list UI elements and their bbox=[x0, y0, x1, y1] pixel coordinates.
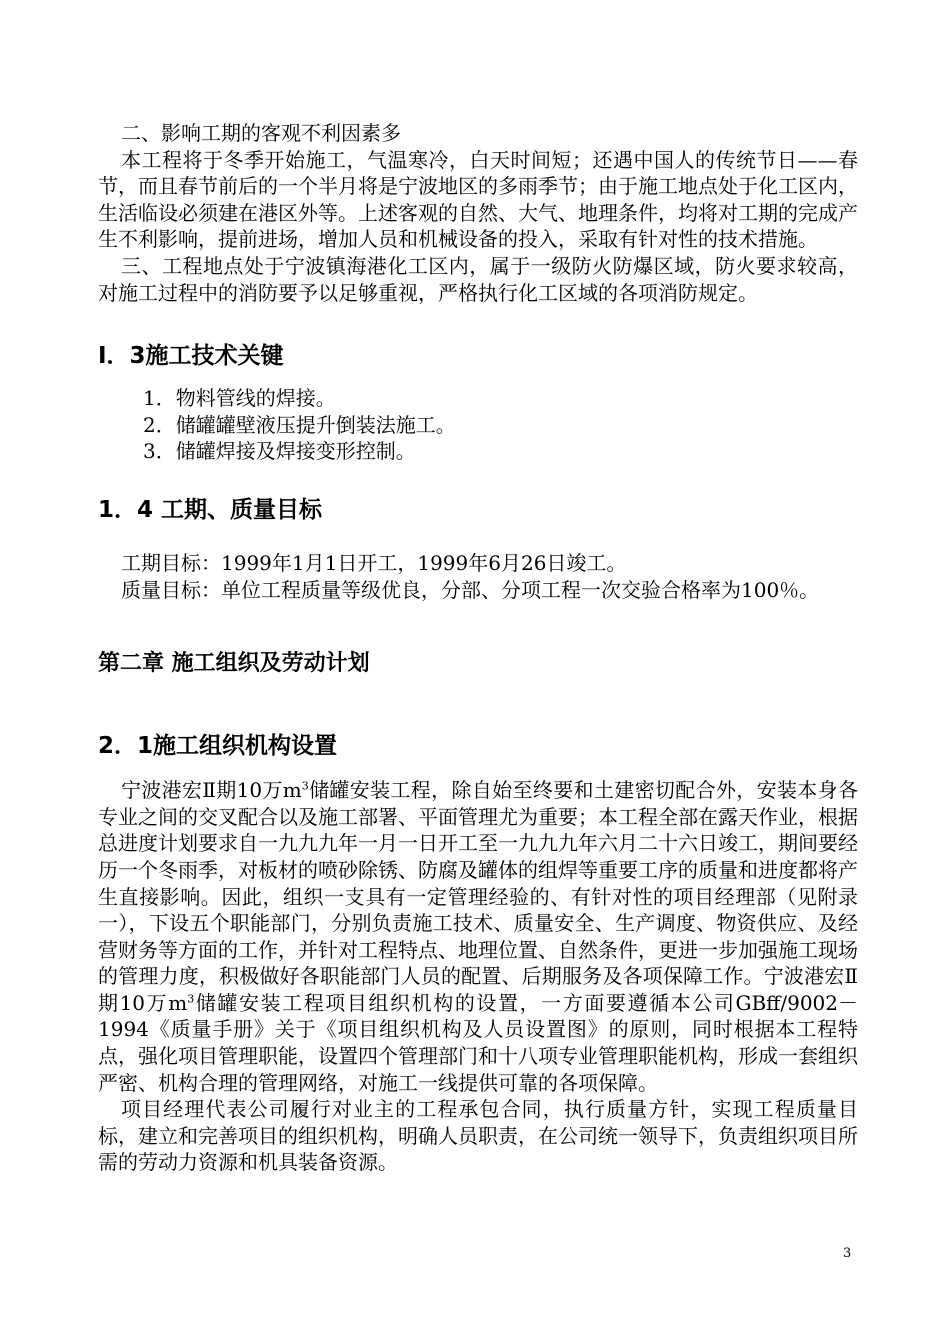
heading-schedule-quality-goals: 1．4 工期、质量目标 bbox=[98, 496, 323, 523]
list-item: 1．物料管线的焊接。 bbox=[143, 386, 336, 411]
paragraph-organization-setup: 宁波港宏Ⅱ期10万$m^3$储罐安装工程，除自始至终要和土建密切配合外，安装本身各专业之间的交叉配合以及施工部署、平面管理尤为重要；本工程全部在露天作业，根据总进度计划要求自一九九九年一月一日开工至一九九九年六月二十六日竣工，期间要经历一个冬雨季，对板材的喷砂除锈、防腐及罐体的组焊等重要工序的质量和进度都将产生直接影响。因此，组织一支具有一定管理经验的、有针对性的项目经理部（见附录一），下设五个职能部门，分别负责施工技术、质量安全、生产调度、物资供应、及经营财务等方面的工作，并针对工程特点、地理位置、自然条件，更进一步加强施工现场的管理力度，积极做好各职能部门人员的配置、后期服务及各项保障工作。宁波港宏Ⅱ期10万$m^3$储罐安装工程项目组织机构的设置，一方面要遵循本公司GBff/9002－1994《质量手册》关于《项目组织机构及人员设置图》的原则，同时根据本工程特点，强化项目管理职能，设置四个管理部门和十八项专业管理职能机构，形成一套组织严密、机构合理的管理网络，对施工一线提供可靠的各项保障。 bbox=[98, 778, 858, 1095]
list-item: 3．储罐焊接及焊接变形控制。 bbox=[143, 439, 416, 464]
schedule-goal: 工期目标：1999年1月1日开工，1999年6月26日竣工。 bbox=[121, 550, 627, 575]
heading-organization-setup: 2．1施工组织机构设置 bbox=[98, 733, 338, 760]
technical-keys-list bbox=[98, 385, 858, 465]
section-title-objective-factors: 二、影响工期的客观不利因素多 bbox=[121, 121, 401, 145]
heading-technical-keys: I．3施工技术关键 bbox=[98, 343, 284, 370]
paragraph-project-manager: 项目经理代表公司履行对业主的工程承包合同，执行质量方针，实现工程质量目标，建立和完善项目的组织机构，明确人员职责，在公司统一领导下，负责组织项目所需的劳动力资源和机具装备资源。 bbox=[98, 1097, 858, 1175]
document-page bbox=[98, 120, 858, 1176]
quality-goal: 质量目标：单位工程质量等级优良，分部、分项工程一次交验合格率为100％。 bbox=[121, 577, 820, 602]
paragraph-objective-factors: 本工程将于冬季开始施工，气温寒冷，白天时间短；还遇中国人的传统节日——春节，而且春节前后的一个半月将是宁波地区的多雨季节；由于施工地点处于化工区内，生活临设必须建在港区外等。上述客观的自然、大气、地理条件，均将对工期的完成产生不利影响，提前进场，增加人员和机械设备的投入，采取有针对性的技术措施。 bbox=[98, 147, 858, 252]
chapter-title: 第二章 施工组织及劳动计划 bbox=[98, 651, 370, 677]
paragraph-fire-safety: 三、工程地点处于宁波镇海港化工区内，属于一级防火防爆区域，防火要求较高，对施工过程中的消防要予以足够重视，严格执行化工区域的各项消防规定。 bbox=[98, 253, 858, 305]
list-item: 2．储罐罐壁液压提升倒装法施工。 bbox=[143, 412, 456, 437]
page-number: 3 bbox=[843, 1246, 852, 1261]
